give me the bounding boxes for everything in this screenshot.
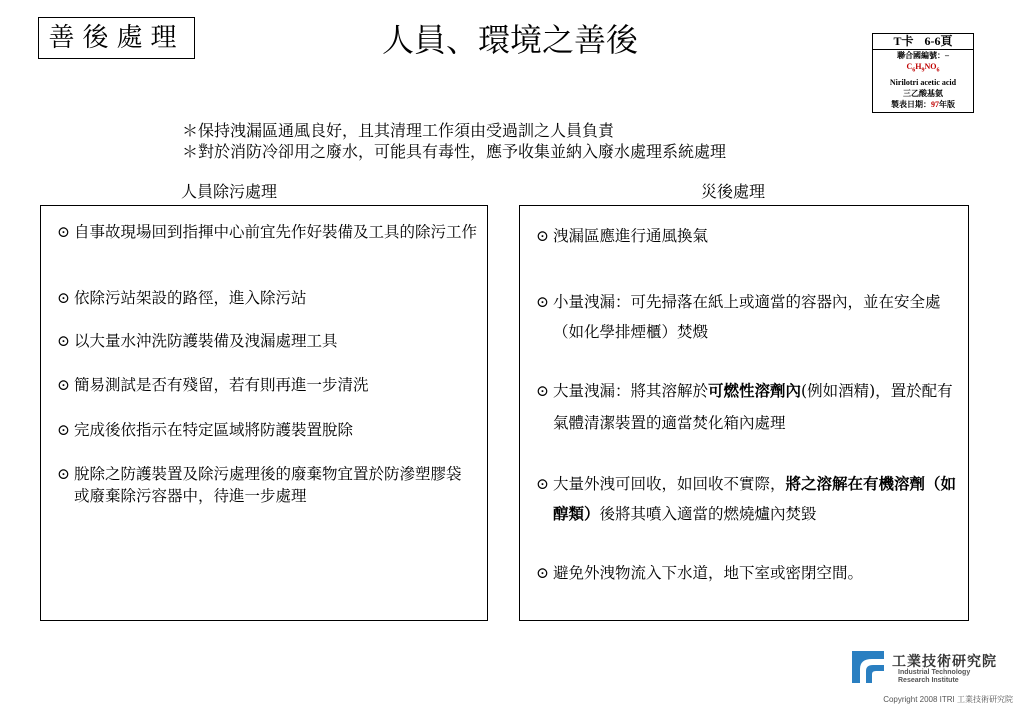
list-item: ⊙ 以大量水沖洗防護裝備及洩漏處理工具	[57, 332, 338, 350]
personnel-decontamination-panel	[40, 205, 488, 621]
list-item: ⊙ 依除污站架設的路徑，進入除污站	[57, 289, 307, 307]
list-item: ⊙ 簡易測試是否有殘留，若有則再進一步清洗	[57, 376, 369, 394]
list-item: ⊙ 大量洩漏：將其溶解於可燃性溶劑內(例如酒精)，置於配有氣體清潔裝置的適當焚化箱內處理	[536, 381, 953, 432]
list-item: ⊙ 完成後依指示在特定區域將防護裝置脫除	[57, 421, 354, 439]
list-item: ⊙ 小量洩漏：可先掃落在紙上或適當的容器內，並在安全處（如化學排煙櫃）焚燬	[536, 293, 941, 341]
left-column-heading: 人員除污處理	[181, 182, 278, 201]
page-title: 人員、環境之善後	[381, 21, 638, 59]
list-item: ⊙ 脫除之防護裝置及除污處理後的廢棄物宜置於防滲塑膠袋或廢棄除污容器中，待進一步處理	[57, 465, 462, 505]
itri-logo-icon	[852, 651, 884, 683]
note-wastewater: ＊對於消防冷卻用之廢水，可能具有毒性，應予收集並納入廢水處理系統處理	[182, 142, 727, 161]
note-ventilation: ＊保持洩漏區通風良好，且其清理工作須由受過訓之人員負責	[182, 121, 615, 140]
chemical-formula: $C_6H_9NO_6$	[906, 62, 940, 74]
logo-text-zh: 工業技術研究院	[892, 654, 997, 670]
copyright: Copyright 2008 ITRI 工業技術研究院	[883, 695, 1013, 704]
un-number: 聯合國編號：–	[897, 51, 949, 60]
chemical-name-zh: 三乙酸基氨	[903, 88, 943, 98]
t-card-info	[872, 33, 974, 113]
list-item: ⊙ 自事故現場回到指揮中心前宜先作好裝備及工具的除污工作	[57, 223, 478, 241]
t-card-header: T卡 6-6頁	[873, 34, 973, 50]
issue-date: 製表日期：97年版	[891, 99, 955, 109]
list-item: ⊙ 洩漏區應進行通風換氣	[536, 227, 709, 245]
right-column-heading: 災後處理	[701, 182, 766, 201]
chemical-name-en: Nirilotri acetic acid	[889, 77, 957, 87]
section-tag: 善後處理	[38, 17, 195, 59]
logo-text-en-line1: Industrial Technology	[898, 669, 971, 676]
list-item: ⊙ 避免外洩物流入下水道，地下室或密閉空間。	[536, 564, 864, 582]
logo-text-en-line2: Research Institute	[898, 677, 959, 684]
post-disaster-panel	[519, 205, 969, 621]
list-item: ⊙ 大量外洩可回收，如回收不實際，將之溶解在有機溶劑（如醇類）後將其噴入適當的燃燒爐內焚毀	[536, 474, 957, 523]
